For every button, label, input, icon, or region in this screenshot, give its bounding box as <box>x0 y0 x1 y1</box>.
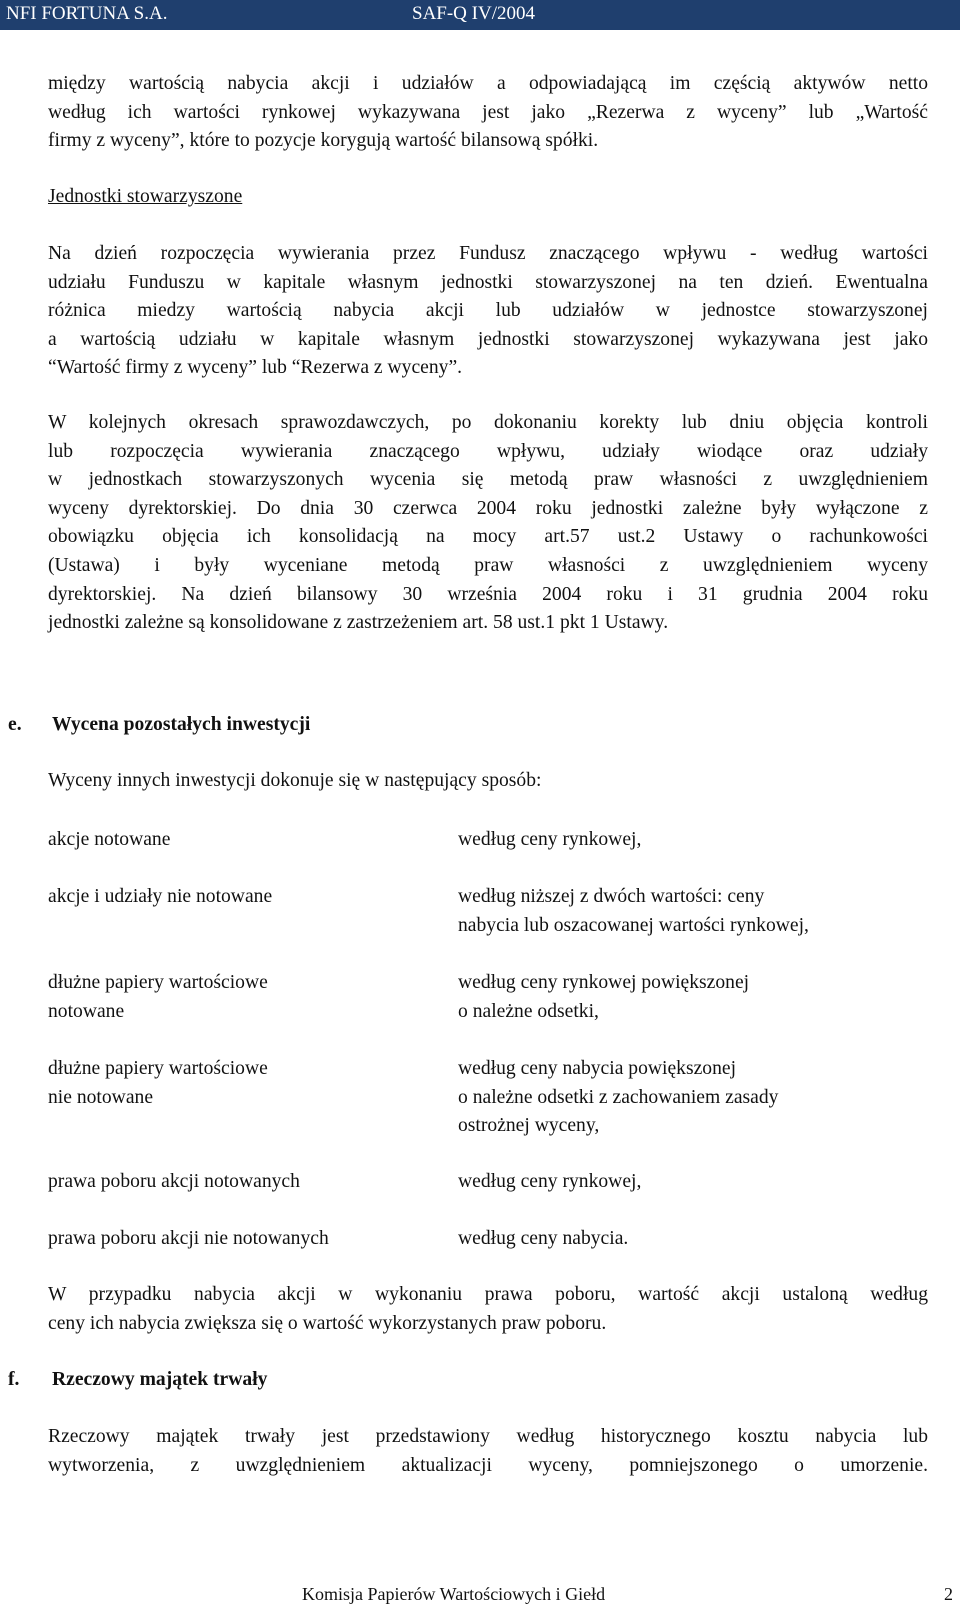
text-line: (Ustawa) i były wyceniane metodą praw własności z uwzględnieniem wyceny <box>48 554 928 576</box>
valuation-method: według ceny nabycia powiększonej <box>458 1058 737 1079</box>
valuation-method: według ceny nabycia. <box>458 1228 629 1249</box>
intro-paragraph <box>48 70 928 156</box>
text-line: różnica miedzy wartością nabycia akcji lub udziałów w jednostce stowarzyszonej <box>48 300 928 322</box>
section-e-title: Wycena pozostałych inwestycji <box>52 714 311 735</box>
text-line: Rzeczowy majątek trwały jest przedstawiony według historycznego kosztu nabycia lub <box>48 1426 928 1447</box>
section-e-closing <box>48 1281 928 1338</box>
valuation-method: według ceny rynkowej powiększonej <box>458 972 750 993</box>
text-line: W kolejnych okresach sprawozdawczych, po dokonaniu korekty lub dniu objęcia kontroli <box>48 412 928 433</box>
valuation-instrument: prawa poboru akcji nie notowanych <box>48 1228 329 1249</box>
section-f-title: Rzeczowy majątek trwały <box>52 1369 268 1390</box>
text-line: dyrektorskiej. Na dzień bilansowy 30 września 2004 roku i 31 grudnia 2004 roku <box>48 583 928 605</box>
text-line: w jednostkach stowarzyszonych wycenia się metodą praw własności z uwzględnieniem <box>48 469 928 491</box>
text-line: lub rozpoczęcia wywierania znaczącego wpływu, udziały wiodące oraz udziały <box>48 440 928 462</box>
section-f-letter: f. <box>8 1369 20 1390</box>
text-line: według ich wartości rynkowej wykazywana jest jako „Rezerwa z wyceny” lub „Wartość <box>48 101 928 123</box>
section-f-paragraph <box>48 1423 928 1480</box>
page-header <box>0 0 960 30</box>
text-line: W przypadku nabycia akcji w wykonaniu prawa poboru, wartość akcji ustaloną według <box>48 1284 928 1305</box>
valuation-method: o należne odsetki, <box>458 1000 599 1022</box>
section-e-intro: Wyceny innych inwestycji dokonuje się w następujący sposób: <box>48 770 542 791</box>
associates-heading: Jednostki stowarzyszone <box>48 186 243 207</box>
text-line: obowiązku objęcia ich konsolidacją na mocy art.57 ust.2 Ustawy o rachunkowości <box>48 526 928 548</box>
valuation-instrument: dłużne papiery wartościowe <box>48 1058 268 1079</box>
valuation-instrument: prawa poboru akcji notowanych <box>48 1171 300 1192</box>
text-line: jednostki zależne są konsolidowane z zastrzeżeniem art. 58 ust.1 pkt 1 Ustawy. <box>48 612 669 634</box>
section-f-heading <box>8 1366 268 1394</box>
valuation-method: ostrożnej wyceny, <box>458 1115 600 1137</box>
header-company: NFI FORTUNA S.A. <box>6 3 168 24</box>
section-e-letter: e. <box>8 714 22 735</box>
associates-paragraph-1 <box>48 240 928 383</box>
associates-heading-block <box>48 183 928 212</box>
valuation-instrument: nie notowane <box>48 1086 154 1108</box>
text-line: Na dzień rozpoczęcia wywierania przez Fundusz znaczącego wpływu - według wartości <box>48 243 928 264</box>
valuation-instrument: dłużne papiery wartościowe <box>48 972 268 993</box>
text-line: wyceny dyrektorskiej. Do dnia 30 czerwca 2004 roku jednostki zależne były wyłączone z <box>48 497 928 519</box>
text-line: “Wartość firmy z wyceny” lub “Rezerwa z wyceny”. <box>48 357 463 379</box>
valuation-method: o należne odsetki z zachowaniem zasady <box>458 1086 779 1108</box>
valuation-instrument: akcje notowane <box>48 829 171 850</box>
text-line: udziału Funduszu w kapitale własnym jednostki stowarzyszonej na ten dzień. Ewentualna <box>48 271 928 293</box>
valuation-method: według niższej z dwóch wartości: ceny <box>458 886 765 907</box>
footer-title: Komisja Papierów Wartościowych i Giełd <box>302 1584 606 1604</box>
text-line: wytworzenia, z uwzględnieniem aktualizacji wyceny, pomniejszonego o umorzenie. <box>48 1454 928 1476</box>
valuation-instrument: akcje i udziały nie notowane <box>48 886 273 907</box>
page-number: 2 <box>944 1584 953 1604</box>
section-e-heading <box>8 711 311 739</box>
text-line: ceny ich nabycia zwiększa się o wartość wykorzystanych praw poboru. <box>48 1312 607 1334</box>
valuation-instrument: notowane <box>48 1000 125 1022</box>
text-line: a wartością udziału w kapitale własnym jednostki stowarzyszonej wykazywana jest jako <box>48 328 928 350</box>
section-e-intro-block <box>48 767 928 796</box>
text-line: między wartością nabycia akcji i udziałów a odpowiadającą im częścią aktywów netto <box>48 73 928 94</box>
valuation-method: według ceny rynkowej, <box>458 1171 642 1192</box>
associates-paragraph-2 <box>48 409 928 638</box>
header-report: SAF-Q IV/2004 <box>412 3 535 24</box>
valuation-method: według ceny rynkowej, <box>458 829 642 850</box>
text-line: firmy z wyceny”, które to pozycje korygują wartość bilansową spółki. <box>48 130 599 152</box>
valuation-method: nabycia lub oszacowanej wartości rynkowej, <box>458 914 809 936</box>
